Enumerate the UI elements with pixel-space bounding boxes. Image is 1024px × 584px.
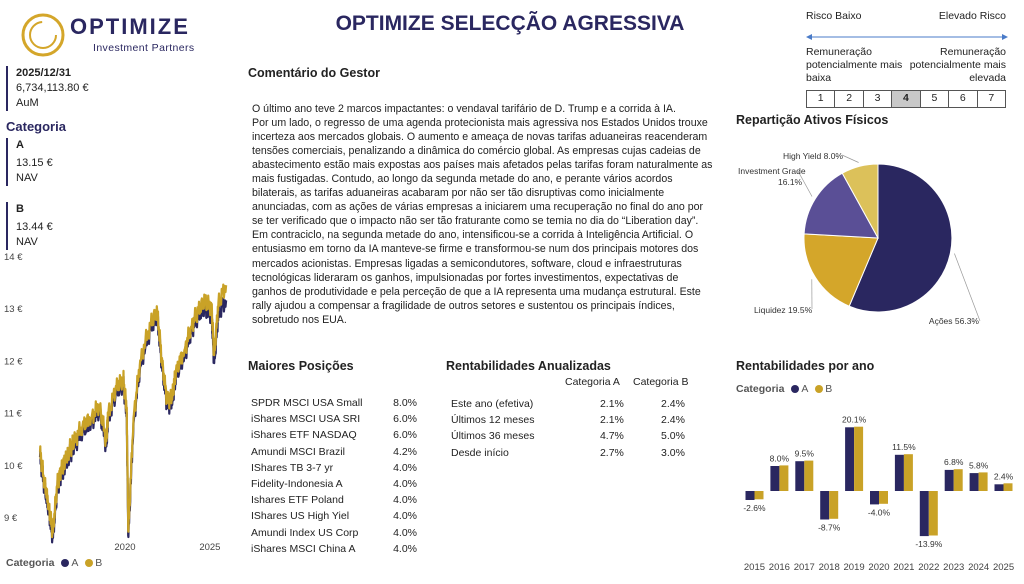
- x-tick-label: 2018: [818, 562, 840, 573]
- series-a-dot-icon: [61, 559, 69, 567]
- class-a-nav: 13.15 €: [16, 157, 53, 169]
- bar-data-label: 11.5%: [892, 442, 916, 453]
- bar-data-label: 9.5%: [794, 448, 814, 459]
- annualized-b: 5.0%: [661, 430, 685, 443]
- risk-level-5: 5: [921, 91, 949, 107]
- position-row: [251, 476, 417, 492]
- bar-series-a-dot-icon: [791, 385, 799, 393]
- risk-level-6: 6: [949, 91, 977, 107]
- annualized-row: [451, 396, 691, 412]
- annualized-b: 2.4%: [661, 398, 685, 410]
- bar-a: [820, 491, 829, 520]
- annualized-b: 3.0%: [661, 446, 685, 459]
- bar-b: [979, 472, 988, 491]
- annualized-a: 2.1%: [599, 414, 624, 427]
- aum-value: 6,734,113.80 €: [16, 82, 89, 94]
- position-name: Ishares ETF Poland: [251, 494, 344, 507]
- pie-label: High Yield 8.0%: [782, 151, 843, 161]
- position-weight: 4.0%: [393, 494, 417, 507]
- report-date: 2025/12/31: [16, 67, 72, 79]
- x-tick-label: 2016: [768, 562, 790, 573]
- annualized-b: 2.4%: [661, 414, 685, 427]
- annualized-label: Últimos 12 meses: [451, 414, 535, 427]
- bar-b: [929, 491, 938, 536]
- commentary-title: Comentário do Gestor: [248, 66, 380, 80]
- position-row: [251, 525, 417, 541]
- brand-name: OPTIMIZE: [70, 14, 190, 39]
- bar-a: [746, 491, 755, 500]
- x-tick-label: 2017: [793, 562, 815, 573]
- bar-b: [829, 491, 838, 519]
- annualized-a: 4.7%: [599, 430, 624, 443]
- position-row: [251, 492, 417, 508]
- bar-a: [995, 484, 1004, 491]
- x-tick-label: 2020: [114, 542, 136, 550]
- position-name: Amundi MSCI Brazil: [251, 445, 345, 458]
- annualized-row: [451, 412, 691, 428]
- annualized-label: Últimos 36 meses: [451, 430, 535, 443]
- bar-chart-title: Rentabilidades por ano: [736, 359, 875, 373]
- bar-chart-legend: [736, 383, 832, 395]
- bar-data-label: 8.0%: [769, 453, 790, 464]
- class-b-nav: 13.44 €: [16, 221, 53, 233]
- risk-low-label: Risco Baixo: [806, 10, 862, 22]
- x-tick-label: 2022: [918, 562, 940, 573]
- position-row: [251, 444, 417, 460]
- y-tick-label: 11 €: [4, 408, 22, 420]
- risk-high-desc: Remuneração potencialmente mais elevada: [909, 46, 1006, 84]
- bar-legend-a: A: [801, 383, 809, 395]
- x-tick-label: 2025: [199, 542, 221, 550]
- bar-data-label: -2.6%: [743, 503, 766, 513]
- x-tick-label: 2019: [843, 562, 865, 573]
- annualized-col-a: Categoria A: [565, 376, 620, 388]
- bar-a: [770, 466, 779, 491]
- bar-b: [879, 491, 888, 504]
- x-tick-label: 2020: [868, 562, 890, 573]
- position-weight: 4.0%: [393, 510, 417, 523]
- bar-a: [795, 461, 804, 491]
- risk-low-desc: Remuneração potencialmente mais baixa: [806, 46, 903, 84]
- position-weight: 4.0%: [393, 526, 417, 539]
- position-weight: 4.0%: [393, 477, 417, 490]
- bar-data-label: -4.0%: [867, 507, 891, 518]
- position-weight: 4.2%: [393, 445, 417, 458]
- position-weight: 8.0%: [393, 397, 417, 409]
- annualized-a: 2.7%: [599, 446, 624, 459]
- class-b-card: [6, 202, 53, 250]
- series-b-dot-icon: [85, 559, 93, 567]
- bar-b: [854, 427, 863, 491]
- class-a-nav-label: NAV: [16, 172, 38, 184]
- brand-logo: [20, 12, 200, 62]
- x-tick-label: 2025: [992, 562, 1015, 573]
- position-name: Amundi Index US Corp: [251, 526, 359, 539]
- bar-data-label: 2.4%: [993, 471, 1014, 482]
- logo-ring-icon: [20, 12, 66, 58]
- position-weight: 4.0%: [393, 542, 417, 555]
- x-tick-label: 2024: [968, 562, 990, 573]
- bar-b: [755, 491, 764, 499]
- annualized-row: [451, 428, 691, 444]
- nav-line-chart: [0, 248, 240, 550]
- position-name: SPDR MSCI USA Small: [251, 397, 363, 409]
- position-name: IShares US High Yiel: [251, 510, 350, 523]
- position-name: Fidelity-Indonesia A: [251, 477, 343, 490]
- bar-a: [920, 491, 929, 536]
- bar-data-label: 20.1%: [842, 414, 867, 425]
- position-row: [251, 460, 417, 476]
- risk-level-cells: [806, 90, 1006, 108]
- bar-data-label: -13.9%: [915, 539, 943, 550]
- x-tick-label: 2023: [943, 562, 965, 573]
- annualized-col-b: Categoria B: [633, 376, 689, 388]
- report-title: OPTIMIZE SELECÇÃO AGRESSIVA: [335, 12, 685, 35]
- risk-high-label: Elevado Risco: [938, 10, 1006, 22]
- position-weight: 4.0%: [393, 461, 417, 474]
- class-b-nav-label: NAV: [16, 236, 38, 248]
- bar-b: [804, 461, 813, 491]
- annualized-table: [451, 396, 691, 461]
- y-tick-label: 12 €: [4, 356, 23, 368]
- annual-returns-bar-chart: [736, 400, 1020, 578]
- position-weight: 6.0%: [393, 413, 417, 426]
- y-tick-label: 9 €: [4, 513, 18, 525]
- position-row: [251, 395, 417, 411]
- x-tick-label: 2015: [743, 562, 766, 573]
- annualized-title: Rentabilidades Anualizadas: [446, 359, 611, 373]
- bar-b: [904, 454, 913, 491]
- risk-level-2: 2: [835, 91, 863, 107]
- nav-legend-label: Categoria: [6, 557, 55, 569]
- bar-a: [895, 455, 904, 491]
- allocation-title: Repartição Ativos Físicos: [736, 113, 889, 127]
- positions-table: [251, 395, 417, 557]
- annualized-row: [451, 445, 691, 461]
- class-b-name: B: [16, 203, 24, 215]
- bar-b: [779, 465, 788, 491]
- bar-b: [1004, 483, 1013, 491]
- nav-legend-a: A: [71, 557, 79, 569]
- class-a-card: [6, 138, 53, 186]
- y-tick-label: 10 €: [4, 460, 23, 472]
- y-tick-label: 13 €: [4, 304, 23, 316]
- bar-data-label: -8.7%: [818, 522, 841, 533]
- bar-a: [870, 491, 879, 504]
- positions-title: Maiores Posições: [248, 359, 354, 373]
- aum-card: [6, 66, 89, 111]
- risk-level-7: 7: [988, 92, 995, 104]
- pie-leader-line: [954, 254, 980, 322]
- class-a-name: A: [16, 139, 24, 151]
- y-tick-label: 14 €: [4, 252, 23, 263]
- allocation-pie-chart: [730, 140, 1024, 336]
- position-row: [251, 427, 417, 443]
- pie-label: Ações 56.3%: [928, 316, 979, 326]
- bar-legend-label: Categoria: [736, 383, 785, 395]
- nav-legend-b: B: [95, 557, 103, 569]
- pie-label: Liquidez 19.5%: [754, 305, 813, 315]
- bar-legend-b: B: [825, 383, 833, 395]
- position-row: [251, 541, 417, 557]
- pie-leader-line: [842, 155, 859, 163]
- position-name: IShares TB 3-7 yr: [251, 461, 334, 474]
- brand-subtitle: Investment Partners: [93, 42, 195, 54]
- risk-level-4-selected: 4: [892, 91, 920, 107]
- nav-chart-legend: [6, 557, 102, 569]
- risk-level-1: 1: [807, 91, 835, 107]
- bar-a: [845, 427, 854, 491]
- position-row: [251, 508, 417, 524]
- bar-b: [954, 469, 963, 491]
- x-tick-label: 2021: [893, 562, 915, 573]
- risk-level-3: 3: [864, 91, 892, 107]
- annualized-label: Este ano (efetiva): [451, 398, 534, 410]
- bar-series-b-dot-icon: [815, 385, 823, 393]
- bar-a: [945, 470, 954, 491]
- bar-a: [970, 473, 979, 491]
- position-name: iShares MSCI USA SRI: [251, 413, 361, 426]
- position-row: [251, 411, 417, 427]
- pie-label: Investment Grade 16.1%: [738, 166, 806, 187]
- bar-data-label: 5.8%: [968, 460, 989, 471]
- position-weight: 6.0%: [393, 429, 417, 442]
- commentary-text: O último ano teve 2 marcos impactantes: o vendaval tarifário de D. Trump e a corrida à IA. Por um lado, o regresso de uma agenda protecionista mais agressiva nos Estados Unidos trouxe incerteza aos mercados globais. O aumento e ameaça de novas tarifas aduaneiras reacenderam tensões comerciais, penalizando a dinâmica do comércio global. As empresas cujas cadeias de abastecimento estão mais expostas aos países mais afetados pelas tarifas foram naturalmente as mais fustigadas. Contudo, ao longo da segunda metade do ano, e perante vários acordos bilaterais, as tarifas aduaneiras acabaram por não ser tão disruptivas como inicialmente anunciadas, com as ações de várias empresas a iniciarem uma recuperação no final do ano por se ter verificado que o impacto não ser tão fraturante como se temia no dia do “Liberation day”. Em contraciclo, na segunda metade do ano, intensificou-se a corrida à Inteligência Artificial. O entusiasmo em torno da IA manteve-se firme e transformou-se num dos principais motores dos mercados acionistas. Empresas ligadas a semicondutores, software, cloud e infraestruturas tecnológicas lideraram os ganhos, impulsionadas por fortes investimentos, expectativas de ganhos de produtividade e pela perceção de que a IA representa uma mudança estrutural. Este rally ajudou a compensar a fragilidade de outros setores e sustentou os principais índices, sobretudo nos EUA.: [252, 103, 713, 326]
- categoria-title: Categoria: [6, 119, 66, 134]
- annualized-label: Desde início: [451, 446, 509, 459]
- annualized-a: 2.1%: [599, 398, 624, 410]
- bar-data-label: 6.8%: [944, 457, 964, 468]
- risk-double-arrow-icon: [806, 32, 1010, 42]
- position-name: iShares MSCI China A: [251, 542, 356, 555]
- position-name: iShares ETF NASDAQ: [251, 429, 357, 442]
- aum-label: AuM: [16, 97, 39, 109]
